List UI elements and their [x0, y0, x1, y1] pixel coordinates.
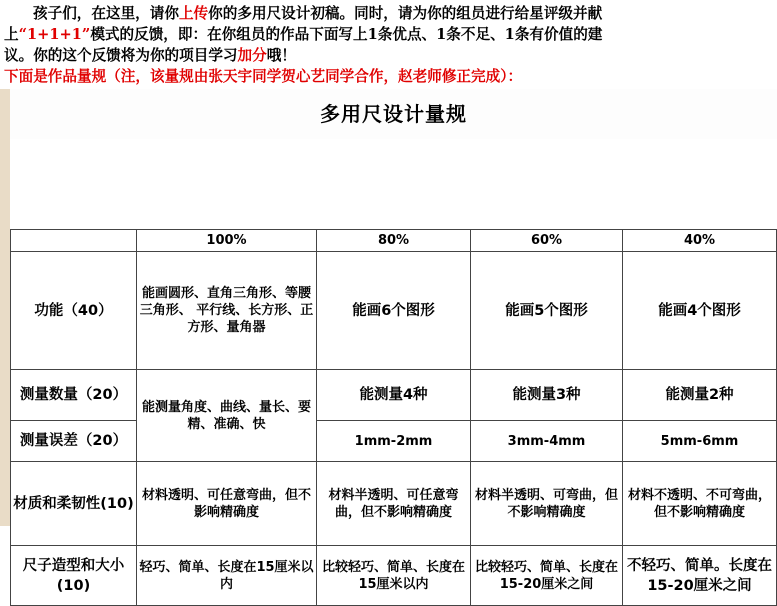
cell-error-60: 3mm-4mm: [471, 421, 623, 462]
left-stripe: [0, 89, 10, 526]
cell-error-40: 5mm-6mm: [623, 421, 777, 462]
rubric-note: 下面是作品量规（注，该量规由张天宇同学贺心艺同学合作，赵老师修正完成）：: [4, 68, 523, 85]
cell-count-40: 能测量2种: [623, 370, 777, 421]
intro-line1-a: 孩子们，在这里，请你: [33, 5, 179, 22]
cell-count-60: 能测量3种: [471, 370, 623, 421]
table-row: [11, 421, 777, 462]
row-label-material: 材质和柔韧性(10): [11, 462, 137, 546]
header-60: 60%: [471, 230, 623, 252]
cell-shape-80: 比较轻巧、简单、长度在15厘米以内: [317, 546, 471, 606]
table-row: [11, 462, 777, 546]
intro-line2-c: 模式的反馈，即：在你组员的作品下面写上1条优点、1条不足、1条有价值的建: [90, 26, 603, 43]
intro-text: [4, 3, 774, 87]
header-80: 80%: [317, 230, 471, 252]
row-label-error: 测量误差（20）: [11, 421, 137, 462]
header-corner: [11, 230, 137, 252]
cell-count-100: 能测量角度、曲线、量长、要精、准确、快: [137, 370, 317, 462]
bonus-emphasis: 加分: [237, 47, 267, 64]
cell-function-40: 能画4个图形: [623, 252, 777, 370]
cell-shape-40: 不轻巧、简单。长度在15-20厘米之间: [623, 546, 777, 606]
cell-count-80: 能测量4种: [317, 370, 471, 421]
cell-shape-100: 轻巧、简单、长度在15厘米以内: [137, 546, 317, 606]
table-row: [11, 546, 777, 606]
header-40: 40%: [623, 230, 777, 252]
cell-error-80: 1mm-2mm: [317, 421, 471, 462]
row-label-shape: 尺子造型和大小(10): [11, 546, 137, 606]
rubric-table: [10, 229, 777, 606]
header-100: 100%: [137, 230, 317, 252]
cell-function-100: 能画圆形、直角三角形、等腰三角形、 平行线、长方形、正方形、量角器: [137, 252, 317, 370]
row-label-function: 功能（40）: [11, 252, 137, 370]
cell-material-40: 材料不透明、不可弯曲，但不影响精确度: [623, 462, 777, 546]
cell-function-60: 能画5个图形: [471, 252, 623, 370]
table-row: [11, 252, 777, 370]
feedback-model-emphasis: “1+1+1”: [18, 26, 91, 43]
cell-material-60: 材料半透明、可弯曲，但不影响精确度: [471, 462, 623, 546]
rubric-title: 多用尺设计量规: [10, 89, 777, 139]
upload-emphasis: 上传: [178, 5, 209, 22]
intro-line2-a: 上: [4, 26, 19, 43]
cell-material-80: 材料半透明、可任意弯曲，但不影响精确度: [317, 462, 471, 546]
cell-function-80: 能画6个图形: [317, 252, 471, 370]
intro-line3-c: 哦！: [266, 47, 296, 64]
row-label-count: 测量数量（20）: [11, 370, 137, 421]
cell-shape-60: 比较轻巧、简单、长度在15-20厘米之间: [471, 546, 623, 606]
intro-line1-c: 你的多用尺设计初稿。同时，请为你的组员进行给星评级并献: [208, 5, 603, 22]
header-row: [11, 230, 777, 252]
intro-paragraph: [4, 3, 774, 24]
cell-material-100: 材料透明、可任意弯曲，但不影响精确度: [137, 462, 317, 546]
table-row: [11, 370, 777, 421]
intro-line3-a: 议。你的这个反馈将为你的项目学习: [4, 47, 238, 64]
